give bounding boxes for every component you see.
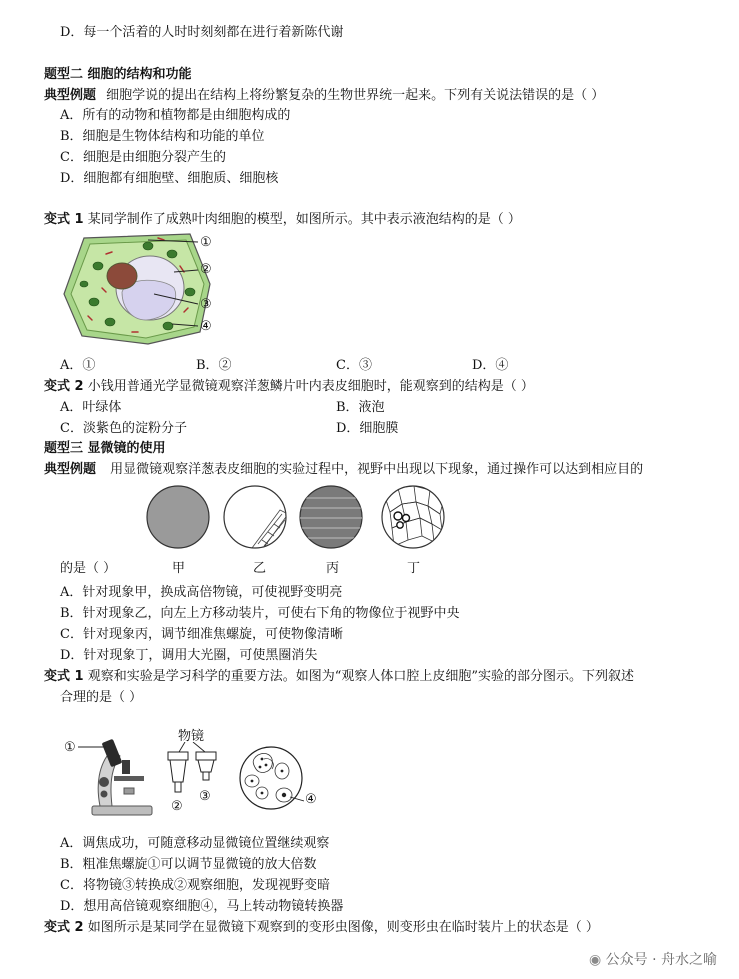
marker-2: ② [200,262,212,277]
variant-1-option-c: C．将物镜③转换成②观察细胞，发现视野变暗 [60,878,330,893]
watermark [589,949,717,969]
variant-1-option-a: A．① [60,358,96,373]
variant-2-option-c: C．淡紫色的淀粉分子 [60,421,187,436]
example-question-2 [44,87,604,105]
view-circle-jia [145,484,211,550]
marker-1-pointer [78,740,108,752]
section-title-2: 题型二 细胞的结构和功能 [44,67,192,82]
variant-1-option-d: D．④ [472,358,509,373]
marker-1: ① [200,235,212,250]
example-question-3 [44,461,643,479]
view-circle-bing [298,484,364,550]
variant-1-option-d: D．想用高倍镜观察细胞④，马上转动物镜转换器 [60,899,344,914]
objective-marker-3: ③ [199,789,211,804]
option-a: A．所有的动物和植物都是由细胞构成的 [60,108,291,123]
variant-label: 变式 2 [44,920,84,935]
variant-2-option-b: B．液泡 [336,400,385,415]
option-d: D．针对现象丁，调用大光圈，可使黑圈消失 [60,648,318,663]
objective-lenses-figure [163,742,223,800]
variant-text: 某同学制作了成熟叶肉细胞的模型，如图所示。其中表示液泡结构的是（ ） [87,212,521,227]
circle-label-yi: 乙 [253,561,267,576]
prev-option-d: D．每一个活着的人时时刻刻都在进行着新陈代谢 [60,25,344,40]
objective-label: 物镜 [178,729,205,744]
example-label: 典型例题 [44,88,97,103]
option-b: B．细胞是生物体结构和功能的单位 [60,129,265,144]
option-d: D．细胞都有细胞壁、细胞质、细胞核 [60,171,279,186]
circle-label-bing: 丙 [326,561,340,576]
variant-1-question [44,211,521,229]
variant-text: 如图所示是某同学在显微镜下观察到的变形虫图像，则变形虫在临时装片上的状态是（ ） [87,920,599,935]
cell-marker-4: ④ [305,792,317,807]
section-title-3: 题型三 显微镜的使用 [44,441,166,456]
variant-1-option-b: B．② [196,358,232,373]
marker-4: ④ [200,319,212,334]
variant-label: 变式 1 [44,212,84,227]
objective-marker-2: ② [171,799,183,814]
view-circle-ding [380,484,446,550]
variant-2-question [44,378,534,396]
option-a: A．针对现象甲，换成高倍物镜，可使视野变明亮 [60,585,343,600]
example-text: 细胞学说的提出在结构上将纷繁复杂的生物世界统一起来。下列有关说法错误的是（ ） [106,88,605,103]
variant-1-question-line2: 合理的是（ ） [60,690,143,705]
microscope-marker-1: ① [64,740,76,755]
variant-text: 观察和实验是学习科学的重要方法。如图为“观察人体口腔上皮细胞”实验的部分图示。下列叙述 [87,669,635,684]
circle-label-ding: 丁 [407,561,421,576]
variant-label: 变式 2 [44,379,84,394]
variant-text: 小钱用普通光学显微镜观察洋葱鳞片叶内表皮细胞时，能观察到的结构是（ ） [87,379,534,394]
example-text: 用显微镜观察洋葱表皮细胞的实验过程中，视野中出现以下现象，通过操作可以达到相应目的 [110,462,644,477]
marker-3: ③ [200,297,212,312]
wechat-icon: ◉ [588,952,602,968]
example-label: 典型例题 [44,462,97,477]
variant-label: 变式 1 [44,669,84,684]
example-question-3-tail: 的是（ ） [60,561,117,576]
watermark-text: 公众号 · 舟水之喻 [605,952,717,968]
variant-1-question [44,668,634,686]
variant-2-option-a: A．叶绿体 [60,400,122,415]
variant-2-option-d: D．细胞膜 [336,421,399,436]
variant-2-question [44,919,599,937]
variant-1-option-a: A．调焦成功，可随意移动显微镜位置继续观察 [60,836,330,851]
cheek-cells-view [238,745,304,811]
circle-label-jia: 甲 [172,561,186,576]
variant-1-option-b: B．粗准焦螺旋①可以调节显微镜的放大倍数 [60,857,317,872]
option-b: B．针对现象乙，向左上方移动装片，可使右下角的物像位于视野中央 [60,606,460,621]
option-c: C．细胞是由细胞分裂产生的 [60,150,226,165]
option-c: C．针对现象丙，调节细准焦螺旋，可使物像清晰 [60,627,343,642]
variant-1-option-c: C．③ [336,358,372,373]
view-circle-yi [222,484,288,550]
